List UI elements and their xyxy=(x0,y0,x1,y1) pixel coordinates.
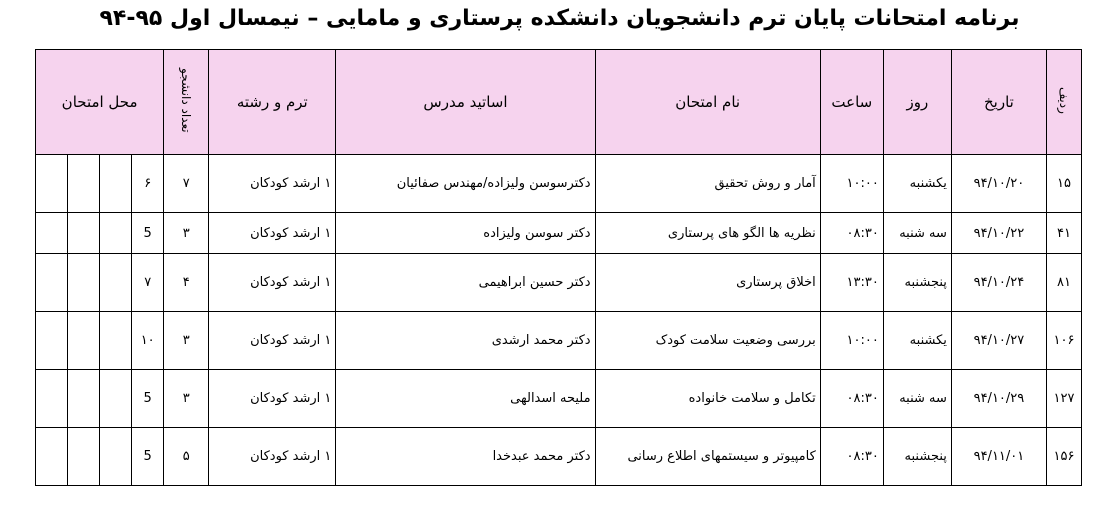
cell-day: یکشنبه xyxy=(883,155,951,213)
cell-term: ۱ ارشد کودکان xyxy=(209,254,336,312)
cell-location xyxy=(36,254,68,312)
cell-day: سه شنبه xyxy=(883,370,951,428)
col-row: ردیف xyxy=(1046,50,1081,155)
table-row xyxy=(36,428,1082,486)
cell-row-number: ۸۱ xyxy=(1046,254,1081,312)
cell-term: ۱ ارشد کودکان xyxy=(209,312,336,370)
cell-date: ۹۴/۱۰/۲۰ xyxy=(951,155,1046,213)
cell-location xyxy=(68,155,100,213)
cell-exam-name: آمار و روش تحقیق xyxy=(595,155,820,213)
cell-row-number: ۱۵ xyxy=(1046,155,1081,213)
cell-location xyxy=(68,370,100,428)
cell-row-number: ۱۵۶ xyxy=(1046,428,1081,486)
col-location: محل امتحان xyxy=(36,50,164,155)
cell-time: ۰۸:۳۰ xyxy=(820,428,883,486)
cell-exam-name: نظریه ها الگو های پرستاری xyxy=(595,213,820,254)
cell-exam-name: بررسی وضعیت سلامت کودک xyxy=(595,312,820,370)
cell-day: سه شنبه xyxy=(883,213,951,254)
cell-day: پنجشنبه xyxy=(883,254,951,312)
cell-location xyxy=(100,428,132,486)
cell-term: ۱ ارشد کودکان xyxy=(209,155,336,213)
cell-time: ۰۸:۳۰ xyxy=(820,370,883,428)
cell-students: ۷ xyxy=(164,155,209,213)
cell-time: ۱۰:۰۰ xyxy=(820,312,883,370)
cell-location xyxy=(100,370,132,428)
cell-location: ۷ xyxy=(132,254,164,312)
cell-day: پنجشنبه xyxy=(883,428,951,486)
cell-location xyxy=(100,254,132,312)
cell-location: ۶ xyxy=(132,155,164,213)
col-teachers: اساتید مدرس xyxy=(336,50,595,155)
cell-exam-name: تکامل و سلامت خانواده xyxy=(595,370,820,428)
cell-term: ۱ ارشد کودکان xyxy=(209,370,336,428)
cell-exam-name: اخلاق پرستاری xyxy=(595,254,820,312)
table-row xyxy=(36,213,1082,254)
cell-students: ۴ xyxy=(164,254,209,312)
cell-teachers: ملیحه اسدالهی xyxy=(336,370,595,428)
cell-teachers: دکترسوسن ولیزاده/مهندس صفائیان xyxy=(336,155,595,213)
table-row xyxy=(36,312,1082,370)
exam-schedule-table xyxy=(35,49,1082,486)
cell-location xyxy=(68,254,100,312)
cell-time: ۱۰:۰۰ xyxy=(820,155,883,213)
cell-location xyxy=(36,213,68,254)
cell-students: ۳ xyxy=(164,370,209,428)
col-time: ساعت xyxy=(820,50,883,155)
cell-location xyxy=(68,213,100,254)
table-row xyxy=(36,370,1082,428)
cell-teachers: دکتر محمد عبدخدا xyxy=(336,428,595,486)
cell-term: ۱ ارشد کودکان xyxy=(209,428,336,486)
cell-day: یکشنبه xyxy=(883,312,951,370)
cell-row-number: ۱۰۶ xyxy=(1046,312,1081,370)
cell-students: ۳ xyxy=(164,213,209,254)
cell-location: 5 xyxy=(132,213,164,254)
cell-location xyxy=(68,428,100,486)
cell-location: 5 xyxy=(132,370,164,428)
cell-location xyxy=(36,428,68,486)
cell-location: ۱۰ xyxy=(132,312,164,370)
cell-location xyxy=(36,155,68,213)
col-students: تعداد دانشجو xyxy=(164,50,209,155)
cell-date: ۹۴/۱۱/۰۱ xyxy=(951,428,1046,486)
cell-row-number: ۱۲۷ xyxy=(1046,370,1081,428)
cell-time: ۰۸:۳۰ xyxy=(820,213,883,254)
cell-teachers: دکتر محمد ارشدی xyxy=(336,312,595,370)
cell-date: ۹۴/۱۰/۲۷ xyxy=(951,312,1046,370)
cell-date: ۹۴/۱۰/۲۴ xyxy=(951,254,1046,312)
cell-location xyxy=(100,312,132,370)
col-date: تاریخ xyxy=(951,50,1046,155)
table-row xyxy=(36,254,1082,312)
cell-teachers: دکتر حسین ابراهیمی xyxy=(336,254,595,312)
cell-row-number: ۴۱ xyxy=(1046,213,1081,254)
cell-location: 5 xyxy=(132,428,164,486)
cell-location xyxy=(36,370,68,428)
cell-term: ۱ ارشد کودکان xyxy=(209,213,336,254)
page-title: برنامه امتحانات پایان ترم دانشجویان دانشکده پرستاری و مامایی – نیمسال اول ۹۵-۹۴ xyxy=(99,6,1020,31)
cell-teachers: دکتر سوسن ولیزاده xyxy=(336,213,595,254)
cell-location xyxy=(36,312,68,370)
cell-location xyxy=(100,213,132,254)
cell-date: ۹۴/۱۰/۲۲ xyxy=(951,213,1046,254)
cell-time: ۱۳:۳۰ xyxy=(820,254,883,312)
cell-location xyxy=(68,312,100,370)
cell-date: ۹۴/۱۰/۲۹ xyxy=(951,370,1046,428)
header-row xyxy=(36,50,1082,155)
col-exam: نام امتحان xyxy=(595,50,820,155)
col-day: روز xyxy=(883,50,951,155)
cell-exam-name: کامپیوتر و سیستمهای اطلاع رسانی xyxy=(595,428,820,486)
col-term: ترم و رشته xyxy=(209,50,336,155)
cell-students: ۳ xyxy=(164,312,209,370)
cell-students: ۵ xyxy=(164,428,209,486)
cell-location xyxy=(100,155,132,213)
table-row xyxy=(36,155,1082,213)
